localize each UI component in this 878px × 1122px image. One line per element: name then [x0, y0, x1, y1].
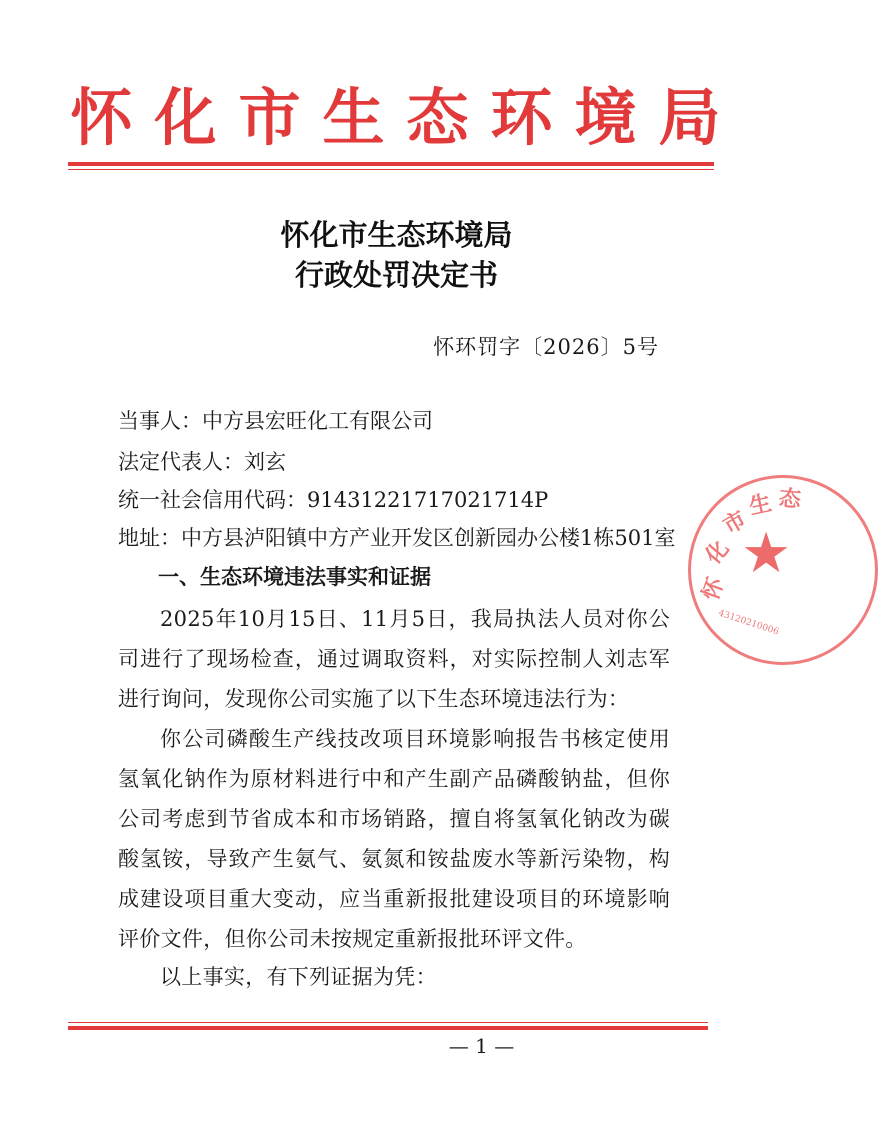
- seal-number: 43120210006: [716, 608, 781, 638]
- seal-char: 态: [777, 485, 802, 513]
- party-address: 地址：中方县泸阳镇中方产业开发区创新园办公楼1栋501室: [118, 526, 676, 550]
- page-number: — 1 —: [448, 1034, 515, 1058]
- star-icon: ★: [741, 521, 792, 586]
- party-name: 当事人：中方县宏旺化工有限公司: [118, 409, 433, 433]
- credit-code: 统一社会信用代码：91431221717021714P: [118, 488, 549, 512]
- footer-red-rule-thick: [68, 1026, 708, 1030]
- paragraph-violation: 你公司磷酸生产线技改项目环境影响报告书核定使用氢氧化钠作为原材料进行中和产生副产品磷酸钠盐，但你公司考虑到节省成本和市场销路，擅自将氢氧化钠改为碳酸氢铵，导致产生氨气、氨氮和铵盐废水等新污染物，构成建设项目重大变动，应当重新报批建设项目的环境影响评价文件，但你公司未按规定重新报批环评文件。: [118, 727, 670, 951]
- document-number: 怀环罚字〔2026〕5号: [433, 335, 659, 359]
- seal-char: 怀: [697, 574, 730, 604]
- document-title-line1: 怀化市生态环境局: [280, 218, 513, 252]
- legal-representative: 法定代表人：刘玄: [118, 450, 286, 474]
- header-red-rule-thick: [68, 162, 714, 166]
- section-heading: 一、生态环境违法事实和证据: [158, 565, 431, 589]
- agency-header: 怀化市生态环境局: [70, 81, 743, 154]
- official-seal: [688, 475, 878, 665]
- seal-char: 化: [700, 535, 735, 570]
- seal-char: 生: [746, 489, 774, 520]
- footer-red-rule-thin: [68, 1022, 708, 1023]
- header-red-rule-thin: [68, 169, 714, 170]
- document-title-line2: 行政处罚决定书: [294, 258, 498, 292]
- paragraph-inspection: 2025年10月15日、11月5日，我局执法人员对你公司进行了现场检查，通过调取资料，对实际控制人刘志军进行询问，发现你公司实施了以下生态环境违法行为：: [118, 607, 670, 711]
- seal-char: 市: [718, 506, 751, 540]
- paragraph-evidence-intro: 以上事实，有下列证据为凭：: [160, 965, 437, 989]
